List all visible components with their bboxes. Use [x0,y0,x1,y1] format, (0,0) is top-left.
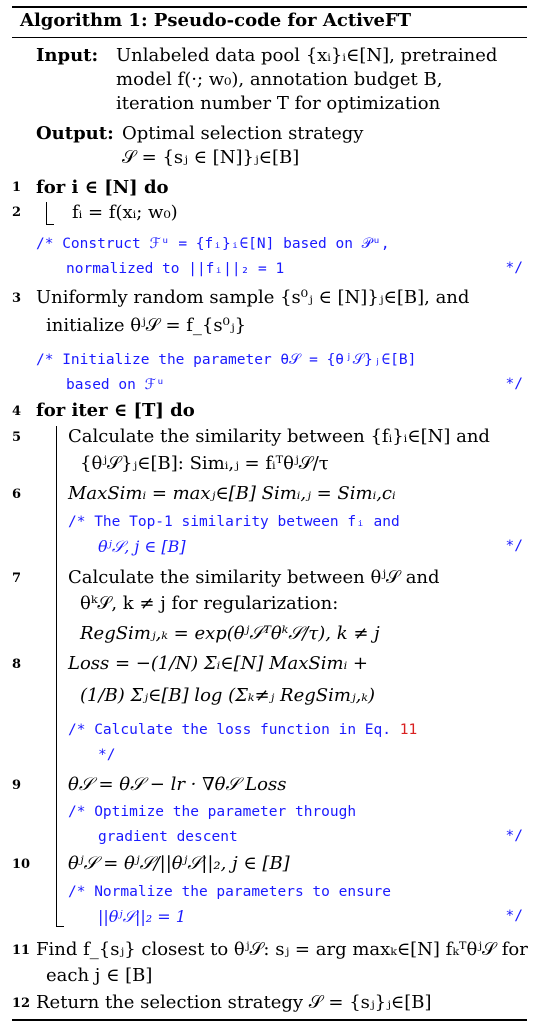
comment-end-5: */ [505,828,523,844]
output-label: Output: [36,123,114,144]
line-number-2: 2 [12,205,22,220]
step-11: Find f_{sⱼ} closest to θʲ𝒮: sⱼ = arg maxₖ∈[N] fₖᵀθʲ𝒮 for [36,939,528,960]
loop-bar-2 [56,426,57,926]
comment-normalize: /* Normalize the parameters to ensure [68,884,392,900]
line-number-8: 8 [12,657,22,672]
step-10: θʲ𝒮 = θʲ𝒮/||θʲ𝒮||₂, j ∈ [B] [68,853,290,874]
step-3-cont: initialize θʲ𝒮 = f_{s⁰ⱼ} [46,315,247,336]
line-number-1: 1 [12,180,22,195]
comment-loss-text: /* Calculate the loss function in Eq. [68,722,392,738]
step-7: Calculate the similarity between θʲ𝒮 and [68,567,440,588]
step-5: Calculate the similarity between {fᵢ}ᵢ∈[N] and [68,426,490,447]
comment-initialize: /* Initialize the parameter θ𝒮 = {θʲ𝒮}ⱼ∈[B] [36,352,417,368]
comment-construct: /* Construct ℱᵘ = {fᵢ}ᵢ∈[N] based on 𝒫ᵘ, [36,236,390,252]
step-8: Loss = −(1/N) Σᵢ∈[N] MaxSimᵢ + [68,653,368,674]
comment-end-2: */ [505,376,523,392]
step-9: θ𝒮 = θ𝒮 − lr · ∇θ𝒮 Loss [68,774,287,795]
step-2: fᵢ = f(xᵢ; w₀) [72,202,178,223]
step-11-cont: each j ∈ [B] [46,965,153,986]
step-1: for i ∈ [N] do [36,177,169,198]
comment-loss [68,718,537,742]
comment-construct-2: normalized to ||fᵢ||₂ = 1 [66,261,285,277]
comment-optimize-2: gradient descent [98,829,238,845]
input-line-1: Unlabeled data pool {xᵢ}ᵢ∈[N], pretrained [116,45,498,66]
comment-optimize: /* Optimize the parameter through [68,804,357,820]
step-4: for iter ∈ [T] do [36,400,195,421]
comment-end-1: */ [505,260,523,276]
step-5-cont: {θʲ𝒮}ⱼ∈[B]: Simᵢ,ⱼ = fᵢᵀθʲ𝒮/τ [80,453,329,474]
loop-hook-1 [46,224,54,225]
algorithm-block [12,0,527,1024]
line-number-4: 4 [12,404,22,419]
algorithm-title: Algorithm 1: Pseudo-code for ActiveFT [20,10,412,31]
comment-end-3: */ [505,538,523,554]
output-line-2: 𝒮 = {sⱼ ∈ [N]}ⱼ∈[B] [122,147,300,168]
step-6: MaxSimᵢ = maxⱼ∈[B] Simᵢ,ⱼ = Simᵢ,cᵢ [68,483,396,504]
top-rule [12,6,527,8]
step-7-formula: RegSimⱼ,ₖ = exp(θʲ𝒮ᵀθᵏ𝒮/τ), k ≠ j [80,623,380,644]
step-7-cont: θᵏ𝒮, k ≠ j for regularization: [80,593,339,614]
input-line-2: model f(·; w₀), annotation budget B, [116,69,443,90]
input-line-3: iteration number T for optimization [116,93,441,114]
comment-top1-2: θʲ𝒮, j ∈ [B] [98,537,186,556]
line-number-7: 7 [12,571,22,586]
comment-normalize-2: ||θʲ𝒮||₂ = 1 [98,907,186,926]
input-label: Input: [36,45,99,66]
comment-end-4: */ [98,747,116,763]
line-number-5: 5 [12,430,22,445]
equation-reference[interactable]: 11 [399,722,418,738]
step-8-cont: (1/B) Σⱼ∈[B] log (Σₖ≠ⱼ RegSimⱼ,ₖ) [80,685,375,706]
title-rule [12,37,527,38]
comment-top1: /* The Top-1 similarity between fᵢ and [68,514,400,530]
comment-end-6: */ [505,908,523,924]
line-number-10: 10 [12,857,31,872]
line-number-11: 11 [12,943,31,958]
loop-bar-1 [46,202,47,224]
step-3: Uniformly random sample {s⁰ⱼ ∈ [N]}ⱼ∈[B], and [36,287,470,308]
line-number-12: 12 [12,996,31,1011]
output-line-1: Optimal selection strategy [122,123,364,144]
line-number-6: 6 [12,487,22,502]
line-number-3: 3 [12,291,22,306]
loop-hook-2 [56,926,64,927]
step-12: Return the selection strategy 𝒮 = {sⱼ}ⱼ∈[B] [36,992,432,1013]
comment-initialize-2: based on ℱᵘ [66,377,165,393]
bottom-rule [12,1019,527,1021]
line-number-9: 9 [12,778,22,793]
